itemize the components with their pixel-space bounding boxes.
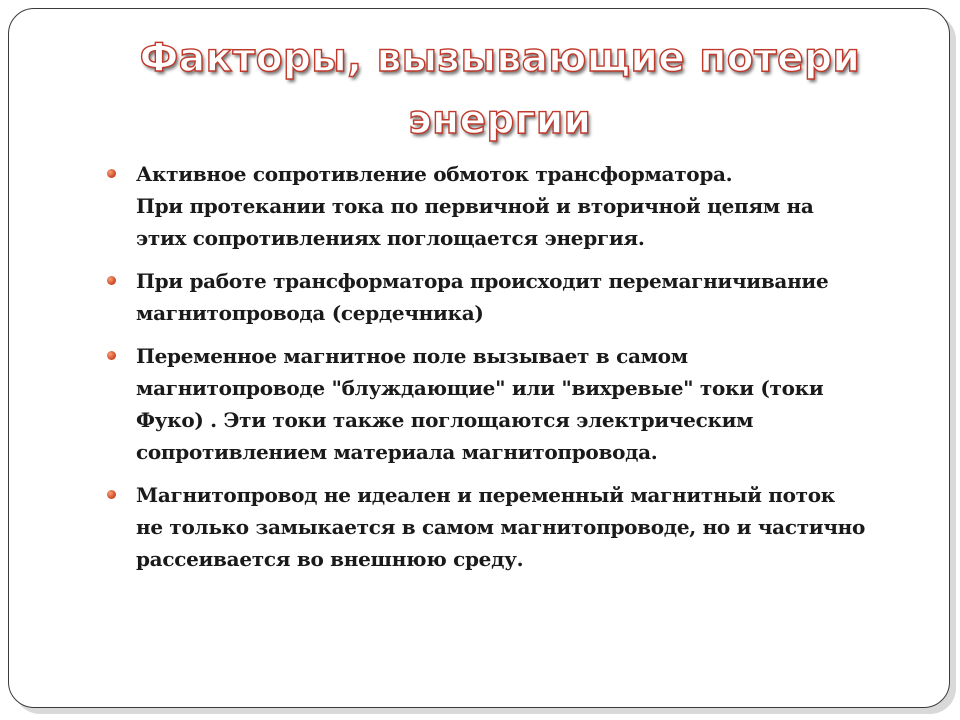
bullet-3-line-4: сопротивлением материала магнитопровода. [136,440,658,464]
bullet-dot-icon [107,490,116,499]
bullet-item-3 [104,340,924,468]
bullet-1-line-2: При протекании тока по первичной и вторичной цепям на [136,194,814,218]
bullet-4-line-3: рассеивается во внешнюю среду. [136,547,524,571]
title-line-1: Факторы, вызывающие потери [139,36,861,81]
bullet-3-line-1: Переменное магнитное поле вызывает в самом [136,344,688,368]
title-line-2: энергии [408,98,592,143]
bullet-dot-icon [107,276,116,285]
slide-title [100,28,900,152]
bullet-4-line-2: не только замыкается в самом магнитопроводе, но и частично [136,515,866,539]
bullet-1-line-1: Активное сопротивление обмоток трансформатора. [136,162,733,186]
bullet-4-line-1: Магнитопровод не идеален и переменный магнитный поток [136,483,835,507]
bullet-item-2 [104,265,924,329]
bullet-2-line-2: магнитопровода (сердечника) [136,301,484,325]
bullet-list [104,158,924,586]
bullet-item-4 [104,479,924,575]
bullet-1-line-3: этих сопротивлениях поглощается энергия. [136,226,645,250]
bullet-dot-icon [107,169,116,178]
bullet-2-line-1: При работе трансформатора происходит перемагничивание [136,269,829,293]
bullet-3-line-2: магнитопроводе "блуждающие" или "вихревые" токи (токи [136,376,824,400]
bullet-item-1 [104,158,924,254]
bullet-dot-icon [107,351,116,360]
bullet-3-line-3: Фуко) . Эти токи также поглощаются электрическим [136,408,754,432]
